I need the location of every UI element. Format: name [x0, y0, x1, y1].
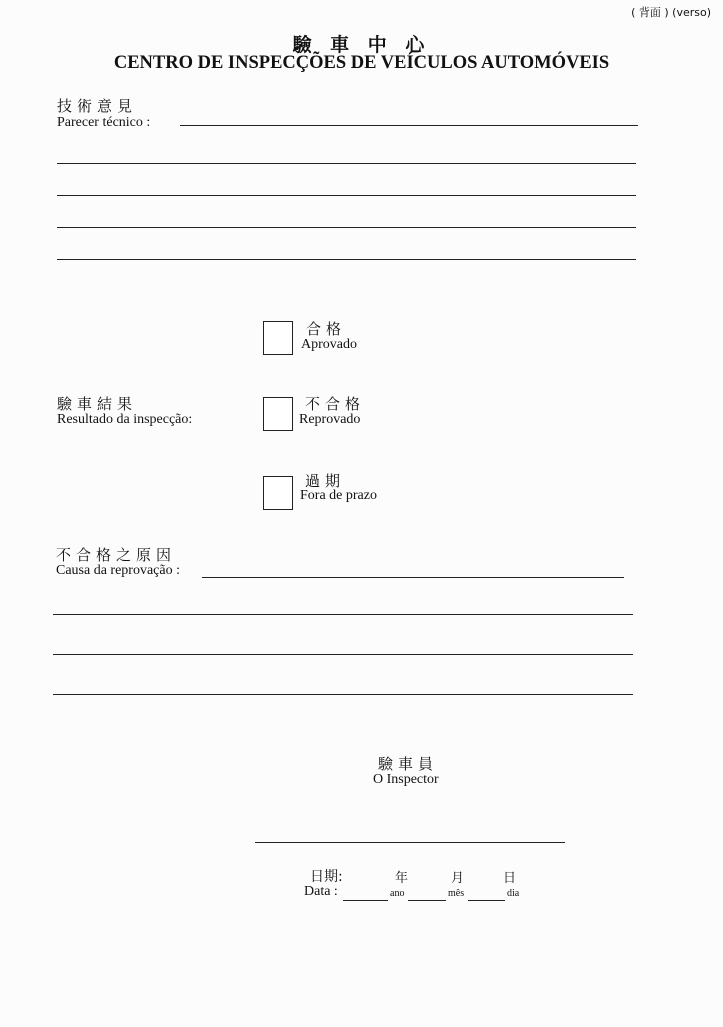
failure-cause-label-pt: Causa da reprovação :: [56, 563, 180, 578]
expired-checkbox[interactable]: [263, 476, 293, 510]
rejected-checkbox[interactable]: [263, 397, 293, 431]
expired-label-pt: Fora de prazo: [300, 488, 377, 503]
failure-cause-label-zh: 不合格之原因: [56, 546, 177, 564]
date-month-zh: 月: [451, 871, 465, 886]
failure-cause-line[interactable]: [53, 654, 633, 655]
rejected-label-zh: 不合格: [305, 395, 366, 413]
technical-opinion-label-zh: 技術意見: [57, 97, 138, 115]
date-label-pt: Data :: [304, 884, 338, 899]
date-year-pt: ano: [390, 888, 405, 899]
date-year-field[interactable]: [343, 900, 388, 901]
title-pt: CENTRO DE INSPECÇÕES DE VEÍCULOS AUTOMÓVEIS: [113, 53, 610, 73]
result-label-pt: Resultado da inspecção:: [57, 412, 193, 427]
date-year-zh: 年: [395, 871, 409, 886]
result-label-zh: 驗車結果: [57, 395, 138, 413]
technical-opinion-line[interactable]: [57, 163, 636, 164]
technical-opinion-line[interactable]: [180, 125, 638, 126]
date-label-zh: 日期:: [310, 869, 343, 885]
expired-label-zh: 過期: [305, 472, 346, 490]
failure-cause-line[interactable]: [53, 614, 633, 615]
date-month-field[interactable]: [408, 900, 446, 901]
technical-opinion-label-pt: Parecer técnico :: [57, 115, 151, 130]
inspector-signature-line[interactable]: [255, 842, 565, 843]
date-day-field[interactable]: [468, 900, 505, 901]
failure-cause-line[interactable]: [202, 577, 624, 578]
date-day-pt: dia: [507, 888, 520, 899]
technical-opinion-line[interactable]: [57, 195, 636, 196]
approved-label-zh: 合格: [306, 320, 347, 338]
verso-label: ( 背面 ) (verso): [631, 6, 711, 19]
approved-checkbox[interactable]: [263, 321, 293, 355]
failure-cause-line[interactable]: [53, 694, 633, 695]
rejected-label-pt: Reprovado: [299, 412, 361, 427]
technical-opinion-line[interactable]: [57, 227, 636, 228]
date-day-zh: 日: [503, 871, 517, 886]
date-month-pt: mês: [448, 888, 465, 899]
approved-label-pt: Aprovado: [301, 337, 357, 352]
technical-opinion-line[interactable]: [57, 259, 636, 260]
inspector-label-pt: O Inspector: [373, 772, 439, 787]
title-zh: 驗 車 中 心: [292, 34, 431, 56]
inspector-label-zh: 驗車員: [378, 755, 439, 773]
